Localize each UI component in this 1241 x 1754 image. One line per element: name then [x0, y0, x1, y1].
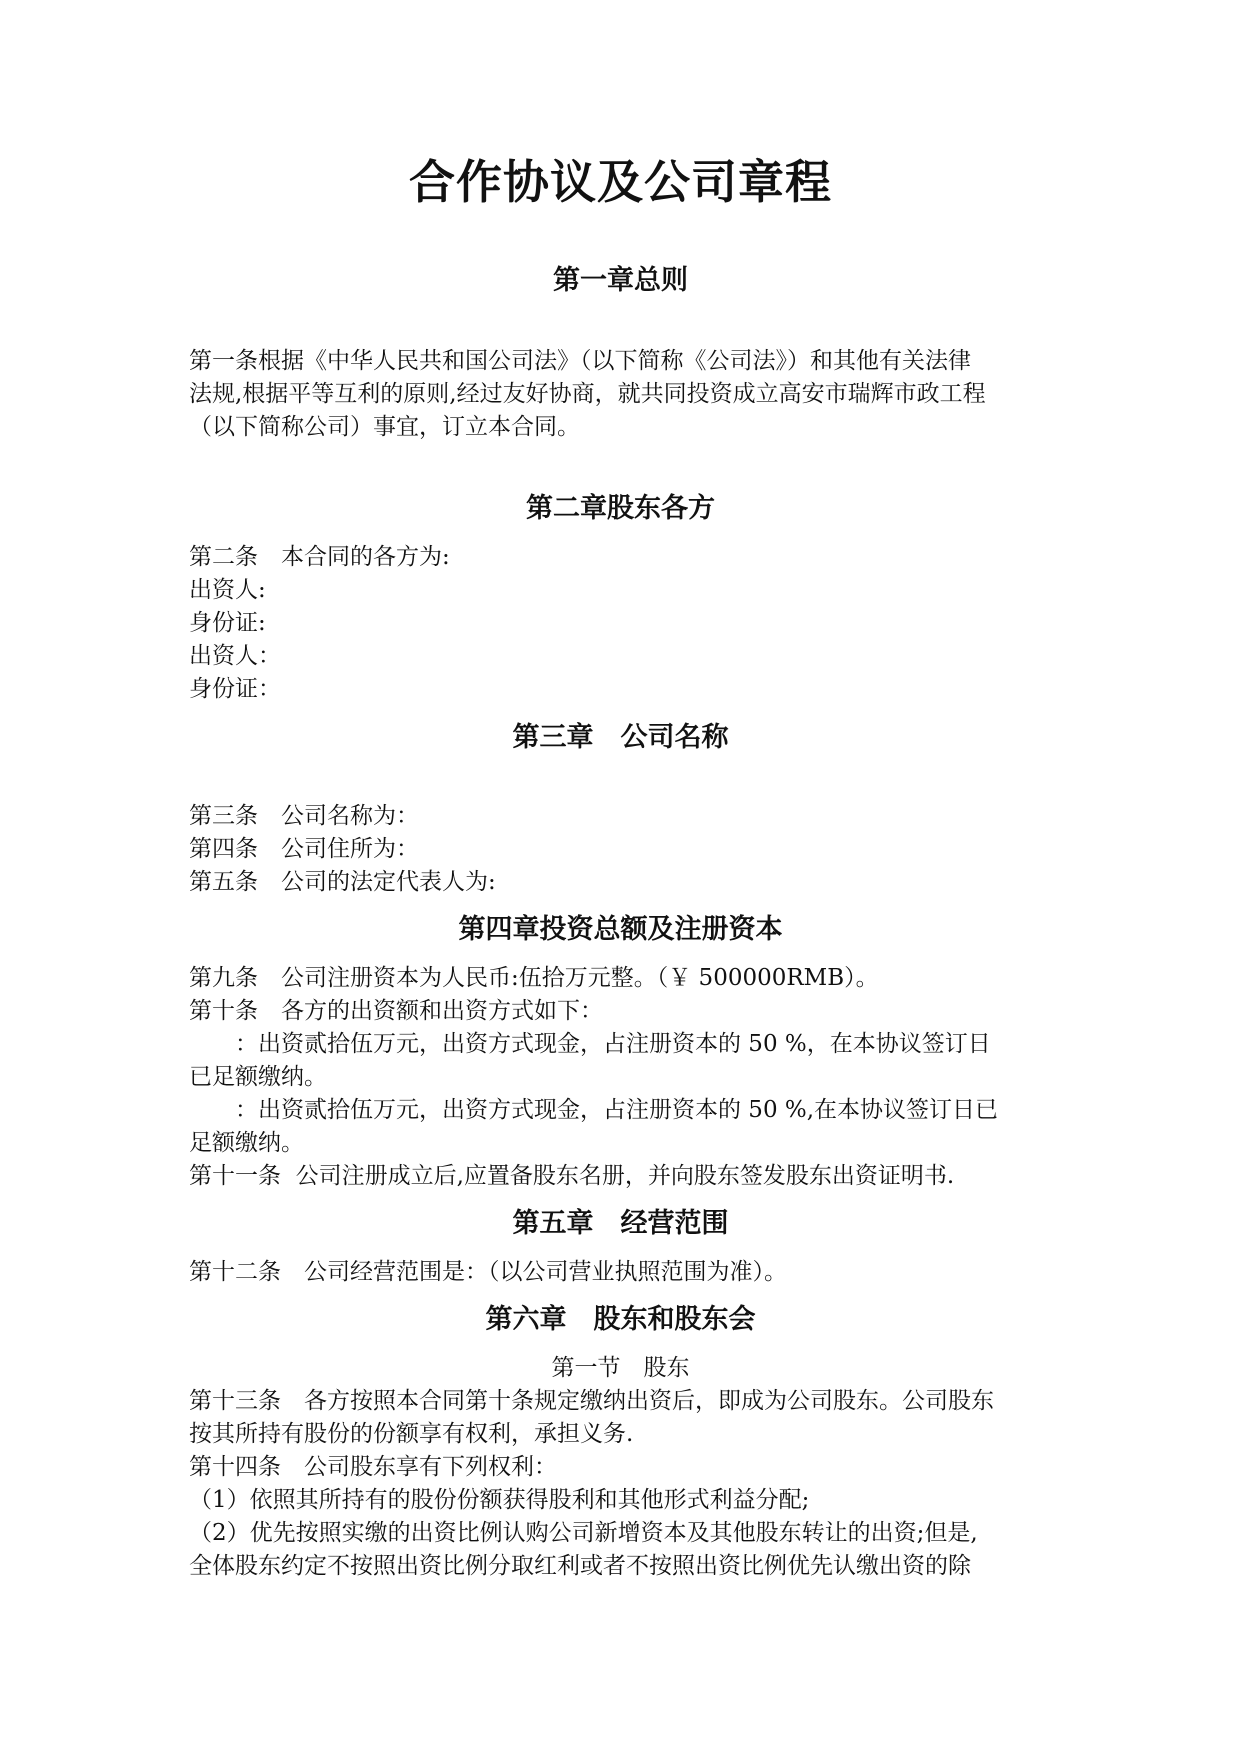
chapter-1-heading: 第一章总则: [553, 265, 688, 296]
investor-label: 出资人:: [189, 577, 266, 603]
article-line: 第十条 各方的出资额和出资方式如下：: [189, 998, 603, 1024]
article-line: 第五条 公司的法定代表人为:: [189, 869, 496, 895]
contribution-line: 足额缴纳。: [189, 1130, 304, 1156]
article-line: 第三条 公司名称为：: [189, 803, 419, 829]
contribution-line: ：出资贰拾伍万元，出资方式现金，占注册资本的 50 %,在本协议签订日已: [235, 1097, 999, 1123]
section-heading: 第一节 股东: [551, 1355, 690, 1381]
article-line: 第十二条 公司经营范围是：（以公司营业执照范围为准）。: [189, 1259, 787, 1285]
article-line: 按其所持有股份的份额享有权利，承担义务.: [189, 1421, 634, 1447]
chapter-5-heading: 第五章 经营范围: [512, 1208, 729, 1239]
article-line: 第二条 本合同的各方为:: [189, 544, 450, 570]
contribution-line: 已足额缴纳。: [189, 1064, 327, 1090]
contribution-line: ：出资贰拾伍万元，出资方式现金，占注册资本的 50 %，在本协议签订日: [235, 1031, 991, 1057]
article-line: 第九条 公司注册资本为人民币:伍拾万元整。（￥ 500000RMB）。: [189, 965, 879, 991]
chapter-4-heading: 第四章投资总额及注册资本: [458, 914, 783, 945]
article-line: 第十一条 公司注册成立后,应置备股东名册，并向股东签发股东出资证明书.: [189, 1163, 955, 1189]
article-line: 第十四条 公司股东享有下列权利：: [189, 1454, 557, 1480]
rights-item: 全体股东约定不按照出资比例分取红利或者不按照出资比例优先认缴出资的除: [189, 1553, 971, 1579]
id-card-label: 身份证：: [189, 676, 281, 702]
chapter-2-heading: 第二章股东各方: [526, 493, 715, 524]
chapter-6-heading: 第六章 股东和股东会: [485, 1304, 756, 1335]
rights-item: （1）依照其所持有的股份份额获得股利和其他形式利益分配;: [189, 1487, 810, 1513]
article-line: 第十三条 各方按照本合同第十条规定缴纳出资后，即成为公司股东。公司股东: [189, 1388, 994, 1414]
paragraph-line: 法规,根据平等互利的原则,经过友好协商，就共同投资成立高安市瑞辉市政工程: [189, 381, 986, 407]
investor-label: 出资人：: [189, 643, 281, 669]
article-line: 第四条 公司住所为：: [189, 836, 419, 862]
paragraph-line: 第一条根据《中华人民共和国公司法》（以下简称《公司法》）和其他有关法律: [189, 348, 971, 374]
paragraph-line: （以下简称公司）事宜，订立本合同。: [189, 414, 580, 440]
id-card-label: 身份证:: [189, 610, 266, 636]
document-title: 合作协议及公司章程: [409, 155, 832, 209]
chapter-3-heading: 第三章 公司名称: [512, 722, 729, 753]
rights-item: （2）优先按照实缴的出资比例认购公司新增资本及其他股东转让的出资;但是,: [189, 1520, 978, 1546]
